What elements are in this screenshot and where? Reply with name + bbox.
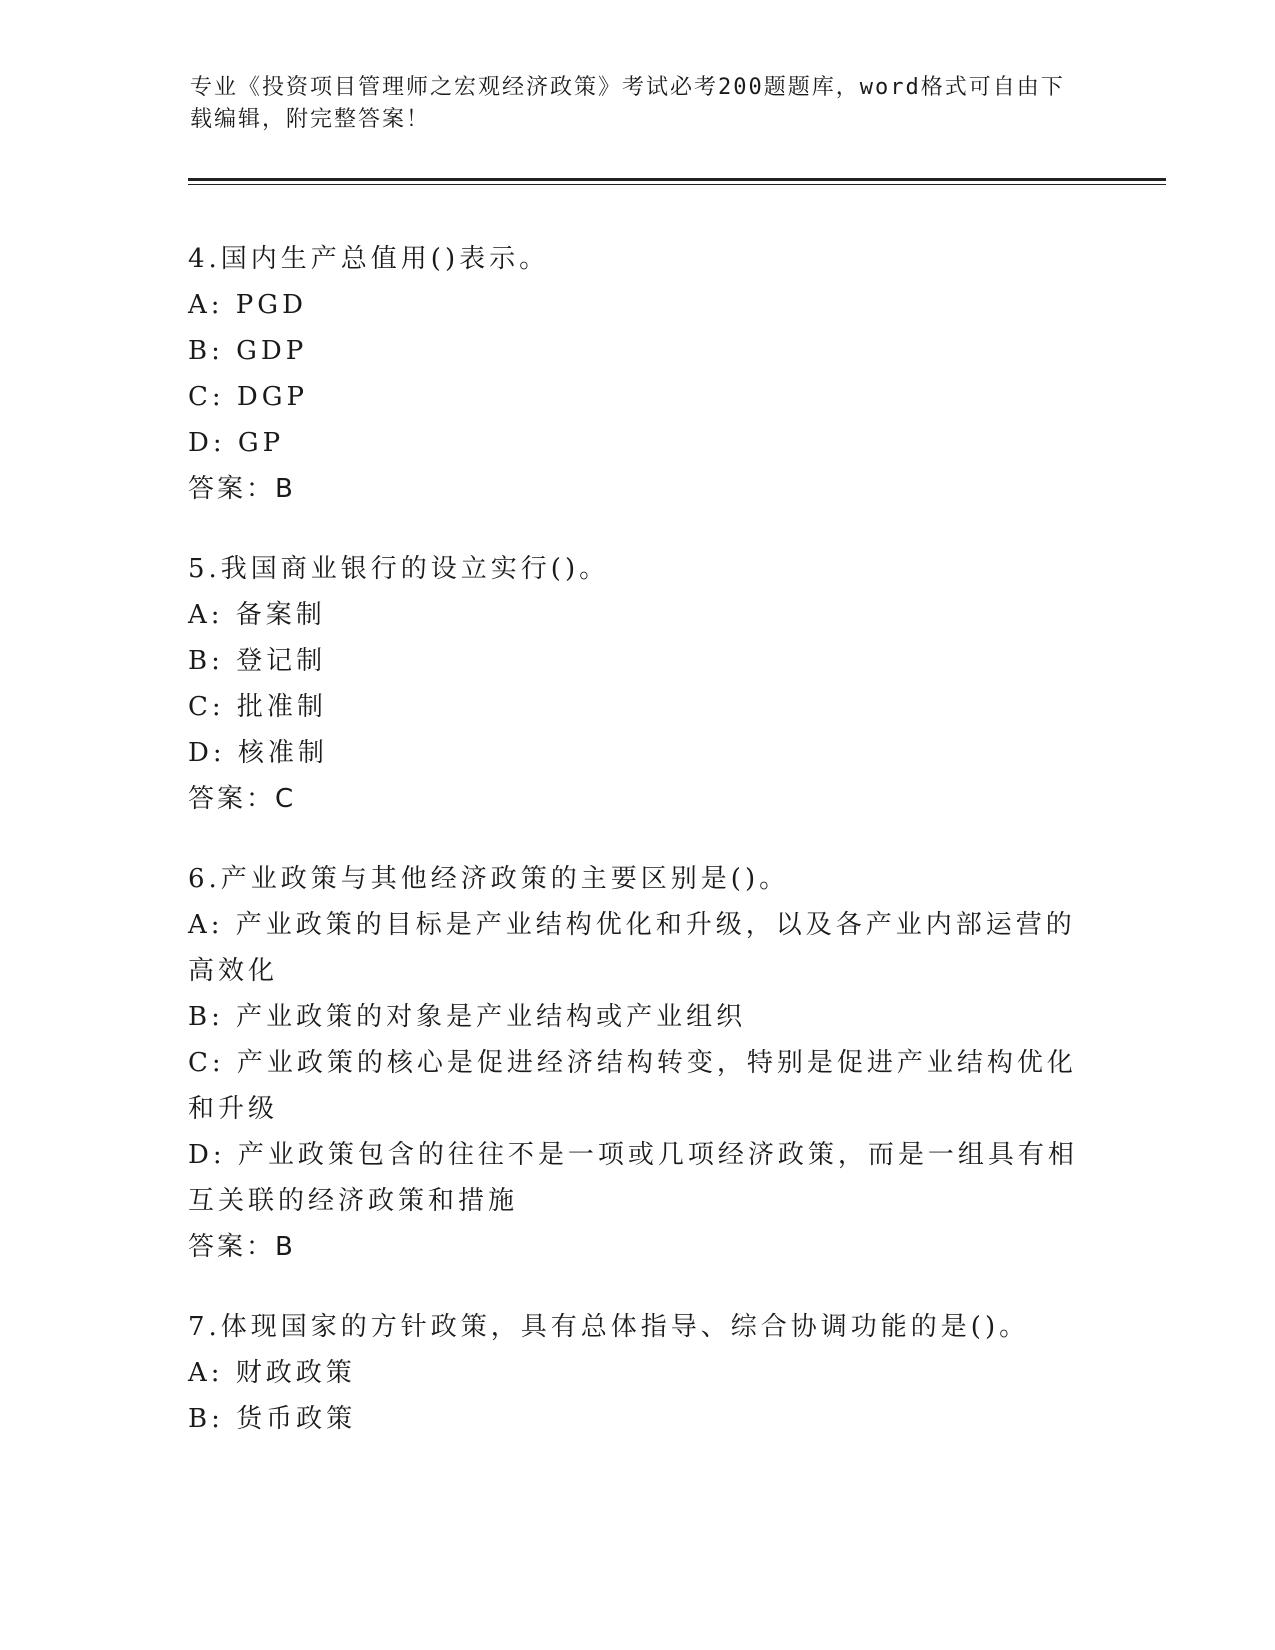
answer: 答案：B (188, 1232, 296, 1262)
question-4 (188, 236, 1088, 512)
option-d: D: 产业政策包含的往往不是一项或几项经济政策，而是一组具有相互关联的经济政策和措施 (188, 1140, 1078, 1216)
header-rule-thick (188, 178, 1166, 181)
option-d: D: GP (188, 428, 285, 458)
answer: 答案：C (188, 784, 297, 814)
option-a: A: 备案制 (188, 600, 326, 630)
option-b: B: 货币政策 (188, 1404, 357, 1434)
header-rule-thin (188, 184, 1166, 185)
option-c: C: DGP (188, 382, 309, 412)
option-a: A: 产业政策的目标是产业结构优化和升级，以及各产业内部运营的高效化 (188, 910, 1076, 986)
option-a: A: PGD (188, 290, 307, 320)
question-7 (188, 1304, 1088, 1442)
document-header: 专业《投资项目管理师之宏观经济政策》考试必考200题题库，word格式可自由下载编辑，附完整答案！ (190, 75, 1065, 132)
option-b: B: GDP (188, 336, 308, 366)
option-a: A: 财政政策 (188, 1358, 356, 1388)
question-6 (188, 856, 1088, 1270)
question-list (188, 236, 1088, 1476)
question-stem: 6.产业政策与其他经济政策的主要区别是()。 (188, 864, 790, 894)
option-d: D: 核准制 (188, 738, 328, 768)
question-stem: 5.我国商业银行的设立实行()。 (188, 554, 610, 584)
option-c: C: 批准制 (188, 692, 327, 722)
option-c: C: 产业政策的核心是促进经济结构转变，特别是促进产业结构优化和升级 (188, 1048, 1077, 1124)
question-stem: 7.体现国家的方针政策，具有总体指导、综合协调功能的是()。 (188, 1312, 1030, 1342)
option-b: B: 产业政策的对象是产业结构或产业组织 (188, 1002, 747, 1032)
question-5 (188, 546, 1088, 822)
question-stem: 4.国内生产总值用()表示。 (188, 244, 550, 274)
option-b: B: 登记制 (188, 646, 327, 676)
answer: 答案：B (188, 474, 296, 504)
